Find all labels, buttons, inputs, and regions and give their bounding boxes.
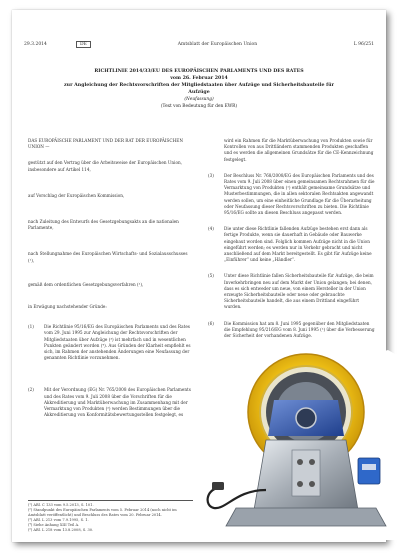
blue-switch-box: [358, 458, 380, 484]
left-column: [28, 138, 193, 424]
switch-label-plate: [362, 464, 376, 470]
recital-1: [28, 324, 193, 361]
header-page-reference: L 96/251: [353, 42, 374, 47]
recital-text: Die Richtlinie 95/16/EG des Europäischen Parlaments und des Rates vom 29. Juni 1995 zur Angleichung der Rechtsvorschriften der Mitgliedstaaten über Aufzüge (³) ist mehrfach und in wesentlichen Punkten geändert worden (⁴). Aus Gründen der Klarheit empfiehlt es sich, im Rahmen der anstehenden Änderungen eine Neufassung der genannten Richtlinie vorzunehmen.: [44, 324, 191, 361]
governor-axle: [296, 408, 316, 428]
bolt-icon: [309, 481, 315, 487]
title-line-date: vom 26. Februar 2014: [170, 76, 228, 81]
recital-text: Die Kommission hat am 8. Juni 1995 gegenüber den Mitgliedstaaten die Empfehlung 95/216/EG vom 8. Juni 1995 (²) über die Verbesserung der Sicherheit der vorhandenen Aufzüge.: [224, 320, 375, 339]
document-title: [62, 68, 336, 110]
recital-4: [208, 226, 376, 263]
recitals-intro: in Erwägung nachstehender Gründe:: [28, 304, 107, 310]
recital-text: Der Beschluss Nr. 768/2008/EG des Europäischen Parlaments und des Rates vom 9. Juli 2008 über einen gemeinsamen Rechtsrahmen für die Vermarktung von Produkten (¹) enthält gemeinsame Grundsätze und Musterbestimmungen, die in allen sektoralen Rechtsakten angewandt werden sollen, um eine einheitliche Grundlage für die Überarbeitung oder Neufassung dieser Rechtsvorschriften zu bieten. Die Richtlinie 95/16/EG sollte an diesen Beschluss angepasst werden.: [224, 172, 375, 216]
title-eea-note: (Text von Bedeutung für den EWR): [160, 104, 238, 109]
citation-committee: nach Stellungnahme des Europäischen Wirtschafts- und Sozialausschusses (¹),: [28, 251, 188, 263]
footnote-1: (¹) ABl. C 133 vom 9.5.2013, S. 101.: [28, 503, 94, 507]
footnote-4: (⁴) Siehe Anhang XIII Teil A.: [28, 523, 80, 527]
base-plate: [226, 508, 386, 526]
header-language-badge: DE: [76, 41, 91, 48]
recital-3: [208, 173, 376, 216]
recital-2: [28, 387, 193, 418]
footnote-5: (⁵) ABl. L 218 vom 13.8.2008, S. 30.: [28, 528, 94, 532]
header-date: 29.3.2014: [24, 42, 47, 47]
recital-number: (6): [208, 320, 214, 326]
recital-number: (4): [208, 226, 214, 232]
recital-2-continued: wird ein Rahmen für die Marktüberwachung von Produkten sowie für Kontrollen von aus Drittländern stammenden Produkten geschaffen und es werden die allgemeinen Grundsätze für die CE-Kennzeichnung festgelegt.: [224, 138, 374, 162]
intro-paragraph: DAS EUROPÄISCHE PARLAMENT UND DER RAT DER EUROPÄISCHEN UNION —: [28, 138, 184, 150]
citation-parliaments: nach Zuleitung des Entwurfs des Gesetzgebungsakts an die nationalen Parlamente,: [28, 219, 179, 231]
recital-number: (2): [28, 387, 34, 393]
citation-treaty: gestützt auf den Vertrag über die Arbeitsweise der Europäischen Union, insbesondere auf Artikel 114,: [28, 160, 182, 172]
recital-number: (5): [208, 273, 214, 279]
right-column: [208, 138, 376, 345]
title-line-directive: RICHTLINIE 2014/33/EU DES EUROPÄISCHEN PARLAMENTS UND DES RATES: [94, 69, 304, 74]
recital-number: (3): [208, 172, 214, 178]
footnotes: [28, 500, 193, 533]
footnote-2: (²) Standpunkt des Europäischen Parlaments vom 5. Februar 2014 (noch nicht im Amtsblatt veröffentlicht) und Beschluss des Rates vom 20. Februar 2014.: [28, 508, 177, 517]
footnote-3: (³) ABl. L 213 vom 7.9.1995, S. 1.: [28, 518, 89, 522]
recital-6: [208, 321, 376, 340]
recital-5: [208, 273, 376, 310]
cable-connector: [212, 482, 224, 490]
citation-procedure: gemäß dem ordentlichen Gesetzgebungsverfahren (²),: [28, 281, 144, 287]
recital-text: Mit der Verordnung (EG) Nr. 765/2008 des Europäischen Parlaments und des Rates vom 9. Juli 2008 über die Vorschriften für die Akkreditierung und Marktüberwachung im Zusammenhang mit der Vermarktung von Produkten (⁵) werden Bestimmungen über die Akkreditierung von Konformitätsbewertungsstellen festgelegt, es: [44, 387, 191, 418]
elevator-governor-photo: [196, 340, 400, 540]
bolt-icon: [297, 459, 303, 465]
citation-proposal: auf Vorschlag der Europäischen Kommission,: [28, 192, 125, 198]
title-line-subject: zur Angleichung der Rechtsvorschriften der Mitgliedstaaten über Aufzüge und Sicherheitsbauteile für Aufzüge: [64, 83, 334, 95]
page-header: [24, 41, 374, 48]
recital-number: (1): [28, 324, 34, 330]
frame-bracket: [292, 450, 320, 496]
title-recast: (Neufassung): [184, 97, 214, 102]
header-journal-title: Amtsblatt der Europäischen Union: [177, 42, 258, 47]
recital-text: Unter diese Richtlinie fallen Sicherheitsbauteile für Aufzüge, die beim Inverkehrbringen neu auf dem Markt der Union gelangen; bei denen, dass es sich entweder um neue, von einem Hersteller in der Union erzeugte Sicherheitsbauteile oder neue oder gebrauchte Sicherheitsbauteile handelt, die aus einem Drittland eingeführt wurden.: [224, 273, 374, 310]
bolt-icon: [309, 459, 315, 465]
recital-text: Die unter diese Richtlinie fallenden Aufzüge bestehen erst dann als fertige Produkte, wenn sie dauerhaft in Gebäude oder Bauwerke eingebaut worden sind. Folglich kommen Aufzüge nicht in die Union eingeführt werden; es werden nur in Verkehr gebracht und nicht anschließend auf dem Markt bereitgestellt. Es gibt für Aufzüge keine „Einführer“ und keine „Händler“.: [224, 226, 372, 263]
bolt-icon: [297, 481, 303, 487]
